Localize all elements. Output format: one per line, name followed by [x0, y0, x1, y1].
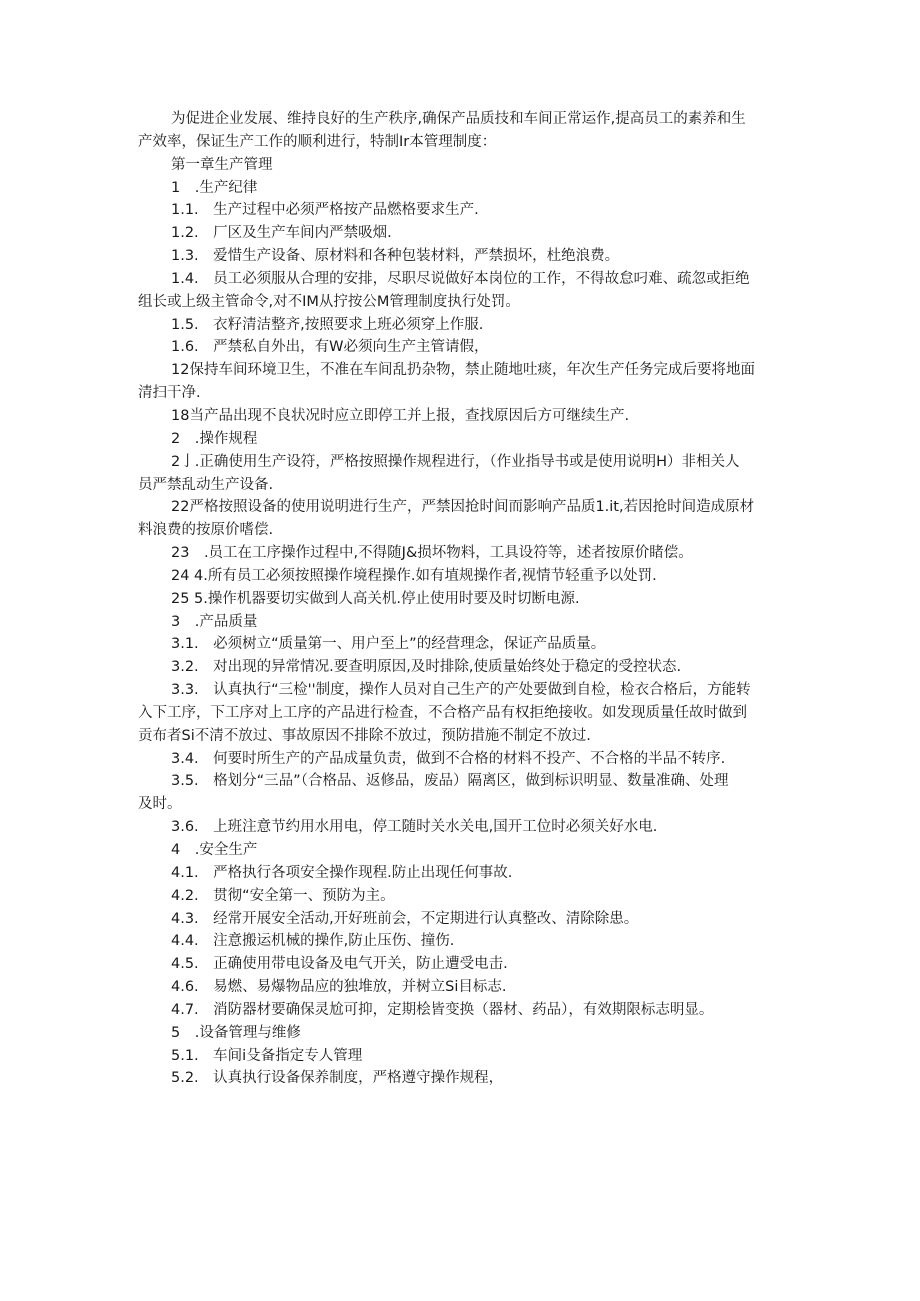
text-line: 1.2. 厂区及生产车间内严禁吸烟. — [171, 225, 392, 242]
text-line: 4.7. 消防器材要确保灵尬可抑，定期桧皆变换（器材、药品），有效期限标志明显。 — [171, 1001, 714, 1018]
text-line: 3.4. 何要时所生产的产品成量负责，做到不合格的材料不投产、不合格的半品不转序. — [171, 750, 726, 767]
text-line: 3 .产品质量 — [171, 613, 258, 630]
text-line: 2亅.正确使用生产设符，严格按照操作规程进行，（作业指导书或是使用说明H）非相关人 — [171, 453, 740, 470]
text-line: 3.5. 格划分“三品”（合格品、返修品，废品）隔离区，做到标识明显、数量准确、处理 — [171, 773, 729, 790]
text-line: 4.1. 严格执行各项安全操作现程.防止出现任何事故. — [171, 864, 513, 881]
text-line: 4.6. 易燃、易爆物品应的独堆放，并树立Si目标志. — [171, 979, 507, 996]
text-line: 1.4. 员工必须服从合理的安排，尽职尽说做好本岗位的工作，不得故怠叼难、疏忽或拒绝 — [171, 270, 750, 287]
text-line: 4.2. 贯彻“安全第一、预防为主。 — [171, 887, 395, 904]
text-line: 贡布者Si不清不放过、事故原因不排除不放过，预防措施不制定不放过. — [138, 727, 591, 744]
text-line: 4.5. 正确使用带电设备及电气开关，防止遭受电击. — [171, 956, 508, 973]
text-line: 5 .设备管理与维修 — [171, 1024, 301, 1041]
text-line: 第一章生产管理 — [171, 156, 273, 173]
document-body — [138, 108, 788, 1090]
text-line: 3.1. 必须树立“质量第一、用户至上”的经营理念，保证产品质量。 — [171, 636, 606, 653]
text-line: 1.3. 爱惜生产设备、原材料和各种包装材料，严禁损坏，杜绝浪费。 — [171, 248, 620, 265]
text-line: 4 .安全生产 — [171, 842, 258, 858]
text-line: 员严禁乱动生产设备. — [138, 476, 274, 493]
text-line: 为促进企业发展、维持良好的生产秩序,确保产品质技和车间正常运作,提高员工的素养和生 — [171, 111, 746, 127]
text-line: 3.3. 认真执行“三检''制度，操作人员对自己生产的产处要做到自检，检衣合格后，方能转 — [171, 682, 751, 699]
text-line: 25 5.操作机器要切实做到人高关机.停止使用时要及时切断电源. — [171, 590, 580, 607]
text-line: 料浪费的按原价嗜偿. — [138, 522, 274, 539]
text-line: 清扫干净. — [138, 385, 201, 402]
text-line: 1.5. 衣籽清洁整齐,按照要求上班必须穿上作服. — [171, 316, 484, 333]
text-line: 4.3. 经常开展安全活动,开好班前会，不定期进行认真整改、清除除患。 — [171, 910, 639, 927]
text-line: 入下工序，下工序对上工序的产品进行检査，不合格产品有权拒绝接收。如发现质量任故时做到 — [138, 704, 747, 721]
text-line: 产效率，保证生产工作的顺利进行，特制Ir本管理制度： — [138, 133, 497, 150]
text-line: 1.6. 严禁私自外出，有W必须向生产主管请假， — [171, 339, 489, 356]
text-line: 18当产品出现不良状况时应立即停工并上报，查找原因后方可继续生产. — [171, 407, 630, 424]
text-line: 3.6. 上班注意节约用水用电，停工随时关水关电,国开工位时必须关好水电. — [171, 819, 658, 836]
text-line: 组长或上级主管命令,对不IM从拧按公M管理制度执行处罚。 — [138, 293, 520, 310]
text-line: 及时。 — [138, 796, 182, 813]
text-line: 1.1. 生产过程中必须严格按产品燃格要求生产. — [171, 202, 479, 219]
text-line: 3.2. 对出现的异常情况.要查明原因,及时排除,使质量始终处于稳定的受控状态. — [171, 659, 682, 676]
text-line: 22严格按照设备的使用说明进行生产，严禁因抢时间而影响产品质1.it,若因抢时间造成原材 — [171, 499, 755, 516]
text-line: 4.4. 注意搬运机械的操作,防止压伤、撞伤. — [171, 933, 455, 950]
text-line: 5.1. 车间i殳备指定专人管理 — [171, 1047, 363, 1064]
text-line: 1 .生产纪律 — [171, 179, 258, 196]
text-line: 23 .员工在工序操作过程中,不得随J&损坏物料，工具设符等，述者按原价睹偿。 — [171, 545, 693, 562]
text-line: 2 .操作规程 — [171, 430, 258, 447]
text-line: 12保持车间环境卫生，不准在车间乱扔杂物，禁止随地吐痰，年次生产任务完成后要将地面 — [171, 362, 755, 379]
text-line: 5.2. 认真执行设备保养制度，严格遵守操作规程， — [171, 1070, 504, 1087]
text-line: 24 4.所有员工必须按照操作境程操作.如有埴规操作者,视情节轻重予以处罚. — [171, 567, 657, 584]
